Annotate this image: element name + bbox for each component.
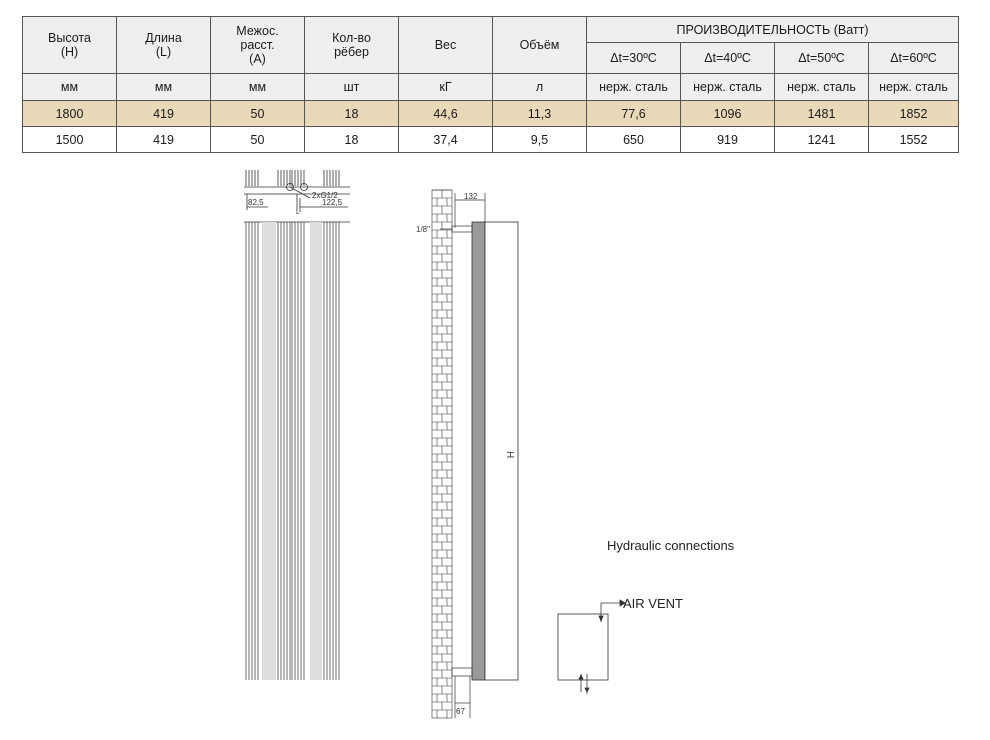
table-cell: 37,4 xyxy=(399,127,493,153)
dim-top: 132 xyxy=(464,192,478,201)
table-cell: 18 xyxy=(305,127,399,153)
table-cell: 9,5 xyxy=(493,127,587,153)
table-cell: 1800 xyxy=(23,101,117,127)
table-cell: 11,3 xyxy=(493,101,587,127)
table-cell: 1500 xyxy=(23,127,117,153)
fin-gap-shade xyxy=(262,222,276,680)
dim-thread: 2xG1/2 xyxy=(312,191,338,200)
pipe-bottom xyxy=(452,668,472,676)
hydraulic-title: Hydraulic connections xyxy=(607,538,735,553)
brick-wall xyxy=(432,190,452,718)
table-cell: 77,6 xyxy=(587,101,681,127)
unit-cell: мм xyxy=(23,74,117,101)
table-cell: 1241 xyxy=(775,127,869,153)
col-spacing-header: Межос. расст. (A) xyxy=(211,17,305,74)
col-fins-header: Кол-во рёбер xyxy=(305,17,399,74)
dim-left: 82,5 xyxy=(248,198,264,207)
table-cell: 1852 xyxy=(869,101,959,127)
dt60-header: Δt=60ºC xyxy=(869,43,959,74)
radiator-front-fins xyxy=(244,222,350,680)
table-cell: 650 xyxy=(587,127,681,153)
arrow-up-icon xyxy=(579,675,583,679)
unit-cell: кГ xyxy=(399,74,493,101)
arrow-down-icon xyxy=(585,688,589,692)
hydraulic-diagram xyxy=(558,600,625,694)
height-label: H xyxy=(504,451,515,459)
dim-pipe: 1/8" xyxy=(416,225,430,234)
table-cell: 419 xyxy=(117,127,211,153)
table-cell: 18 xyxy=(305,101,399,127)
unit-cell: нерж. сталь xyxy=(775,74,869,101)
radiator-side-panel xyxy=(472,222,485,680)
dim-right: 122,5 xyxy=(322,198,343,207)
col-length-header: Длина (L) xyxy=(117,17,211,74)
hydraulic-box xyxy=(558,614,608,680)
fin-gap-shade xyxy=(310,222,322,680)
arrow-down-icon xyxy=(599,616,603,621)
unit-cell: мм xyxy=(211,74,305,101)
table-cell: 419 xyxy=(117,101,211,127)
dt40-header: Δt=40ºC xyxy=(681,43,775,74)
table-cell: 44,6 xyxy=(399,101,493,127)
unit-cell: шт xyxy=(305,74,399,101)
dim-small: L xyxy=(296,209,300,216)
unit-cell: л xyxy=(493,74,587,101)
col-volume-header: Объём xyxy=(493,17,587,74)
col-height-header: Высота (H) xyxy=(23,17,117,74)
table-cell: 1096 xyxy=(681,101,775,127)
unit-cell: мм xyxy=(117,74,211,101)
performance-header: ПРОИЗВОДИТЕЛЬНОСТЬ (Ватт) xyxy=(587,17,959,43)
table-cell: 50 xyxy=(211,101,305,127)
col-weight-header: Вес xyxy=(399,17,493,74)
table-cell: 919 xyxy=(681,127,775,153)
unit-cell: нерж. сталь xyxy=(681,74,775,101)
air-vent-label: AIR VENT xyxy=(623,596,683,611)
dt30-header: Δt=30ºC xyxy=(587,43,681,74)
unit-cell: нерж. сталь xyxy=(869,74,959,101)
table-cell: 1552 xyxy=(869,127,959,153)
table-cell: 50 xyxy=(211,127,305,153)
dt50-header: Δt=50ºC xyxy=(775,43,869,74)
unit-cell: нерж. сталь xyxy=(587,74,681,101)
table-cell: 1481 xyxy=(775,101,869,127)
dim-bottom: 67 xyxy=(456,707,465,716)
